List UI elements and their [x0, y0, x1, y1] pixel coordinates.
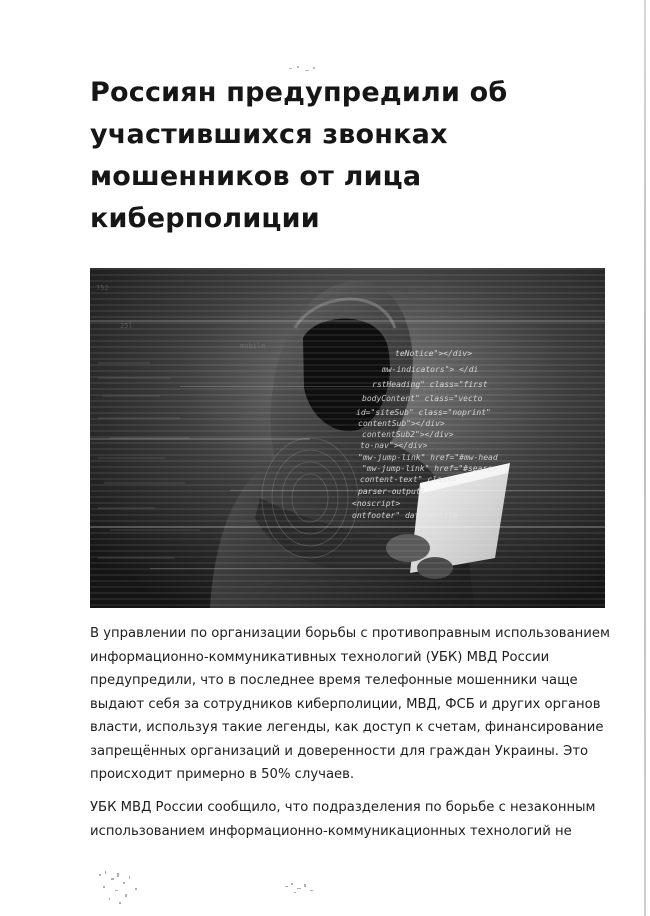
article-paragraph: В управлении по организации борьбы с противоправным использованием информационно-коммуникативных технологий (УБК) МВД России предупредили, что в последнее время телефонные мошенники чаще выдают себя за сотрудников киберполиции, МВД, ФСБ и других органов власти, используя такие легенды, как доступ к счетам, финансирование запрещённых организаций и доверенности для граждан Украины. Это происходит примерно в 50% случаев.: [90, 626, 610, 782]
article-photo: [90, 268, 605, 608]
hacker-illustration: [90, 268, 605, 608]
scan-noise: [95, 868, 145, 908]
scan-noise: [285, 62, 325, 80]
article-paragraph: УБК МВД России сообщило, что подразделения по борьбе с незаконным использованием информационно-коммуникационных технологий не: [90, 800, 596, 839]
scan-noise: [282, 878, 322, 900]
page-edge: [644, 0, 646, 916]
article-title: Россиян предупредили об участившихся звонках мошенников от лица киберполиции: [90, 77, 508, 234]
